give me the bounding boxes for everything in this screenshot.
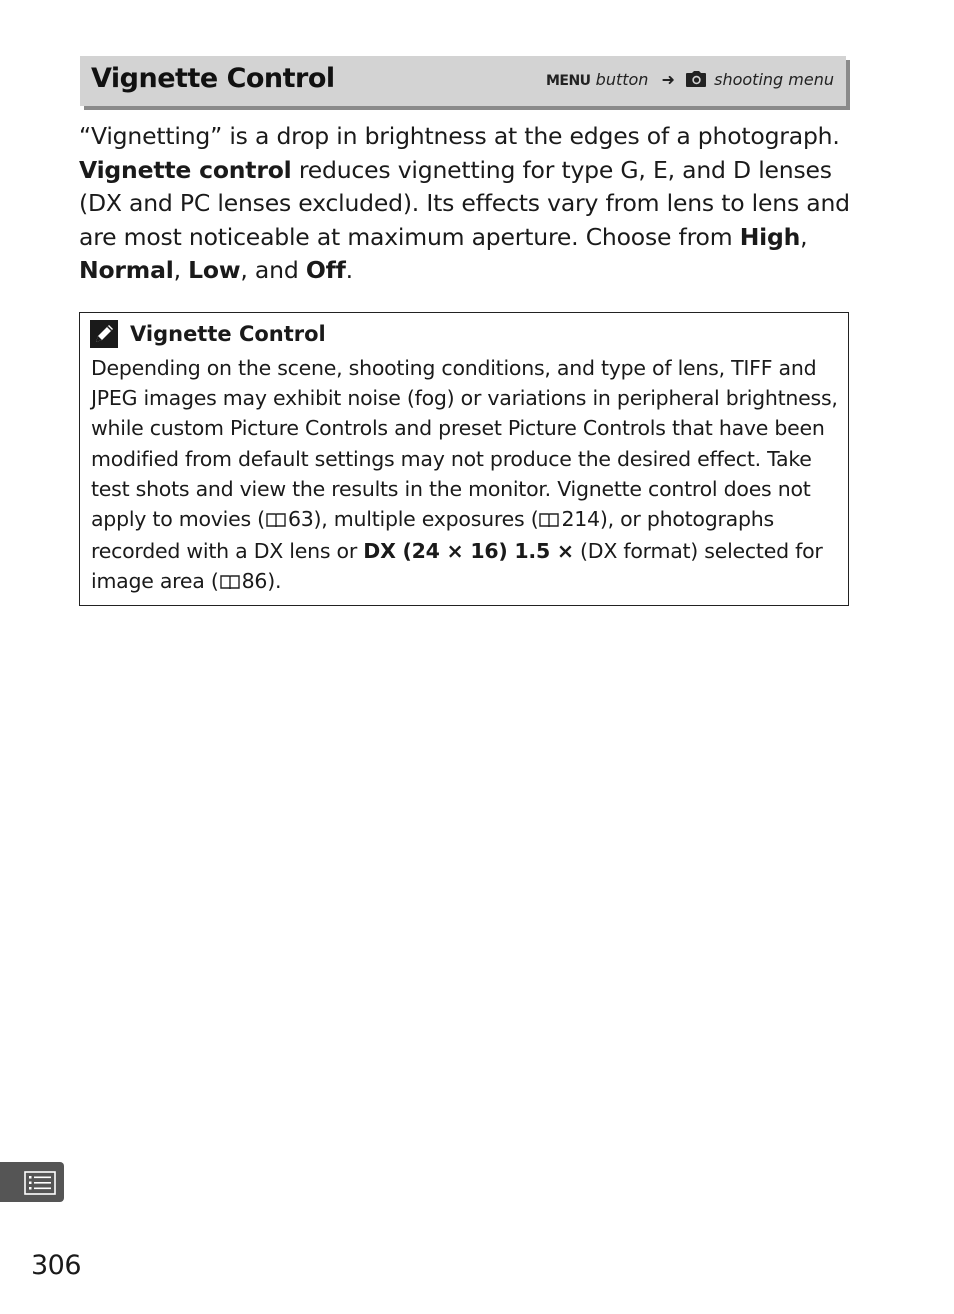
section-tab[interactable]	[0, 1162, 64, 1202]
note-title: Vignette Control	[130, 322, 326, 346]
intro-term: Vignette control	[79, 155, 292, 184]
option-off: Off	[305, 256, 346, 285]
note-text: ), multiple exposures (	[313, 507, 539, 532]
note-header	[90, 319, 326, 349]
button-word: button	[595, 70, 649, 89]
note-text: ), or photographs recorded with a DX lens or	[91, 507, 774, 564]
note-text: Depending on the scene, shooting conditions, and type of lens, TIFF and JPEG images may exhibit noise (fog) or variations in peripheral brightness, while custom Picture Controls and preset Picture Controls that have been modified from default settings may not produce the desired effect. Take test shots and view the results in the monitor. Vignette control does not apply to movies (	[91, 356, 838, 532]
note-text: (DX format) selected for image area (	[91, 539, 823, 594]
intro-text: reduces vignetting for type G, E, and D lenses (DX and PC lenses excluded). Its effects vary from lens to lens and are most noticeable at maximum aperture. Choose from	[79, 155, 850, 251]
arrow-icon: ➜	[661, 70, 675, 89]
page-reference[interactable]: 214	[561, 507, 600, 532]
dx-option: DX (24 × 16) 1.5 ×	[363, 539, 574, 564]
menu-path	[546, 70, 834, 91]
separator: .	[345, 256, 353, 285]
option-normal: Normal	[79, 256, 174, 285]
separator: ,	[173, 256, 189, 285]
book-reference-icon	[266, 506, 286, 536]
book-reference-icon	[220, 568, 240, 598]
menu-list-icon	[24, 1171, 56, 1195]
camera-icon	[686, 71, 706, 91]
menu-button-label: MENU	[545, 73, 591, 89]
book-reference-icon	[539, 506, 559, 536]
page-reference[interactable]: 63	[287, 507, 314, 532]
page-reference[interactable]: 86	[241, 569, 268, 594]
separator: , and	[240, 256, 306, 285]
intro-text: “Vignetting” is a drop in brightness at the edges of a photograph.	[79, 122, 840, 150]
intro-paragraph	[79, 120, 859, 288]
note-text: ).	[267, 569, 282, 594]
separator: ,	[800, 222, 808, 251]
pencil-note-icon	[90, 320, 118, 348]
option-high: High	[739, 222, 801, 251]
shooting-menu-label: shooting menu	[714, 70, 834, 89]
page-title: Vignette Control	[91, 63, 335, 94]
note-box	[79, 312, 849, 606]
note-body	[91, 353, 841, 599]
section-header	[80, 56, 846, 106]
page-number: 306	[31, 1250, 82, 1281]
option-low: Low	[188, 256, 241, 285]
